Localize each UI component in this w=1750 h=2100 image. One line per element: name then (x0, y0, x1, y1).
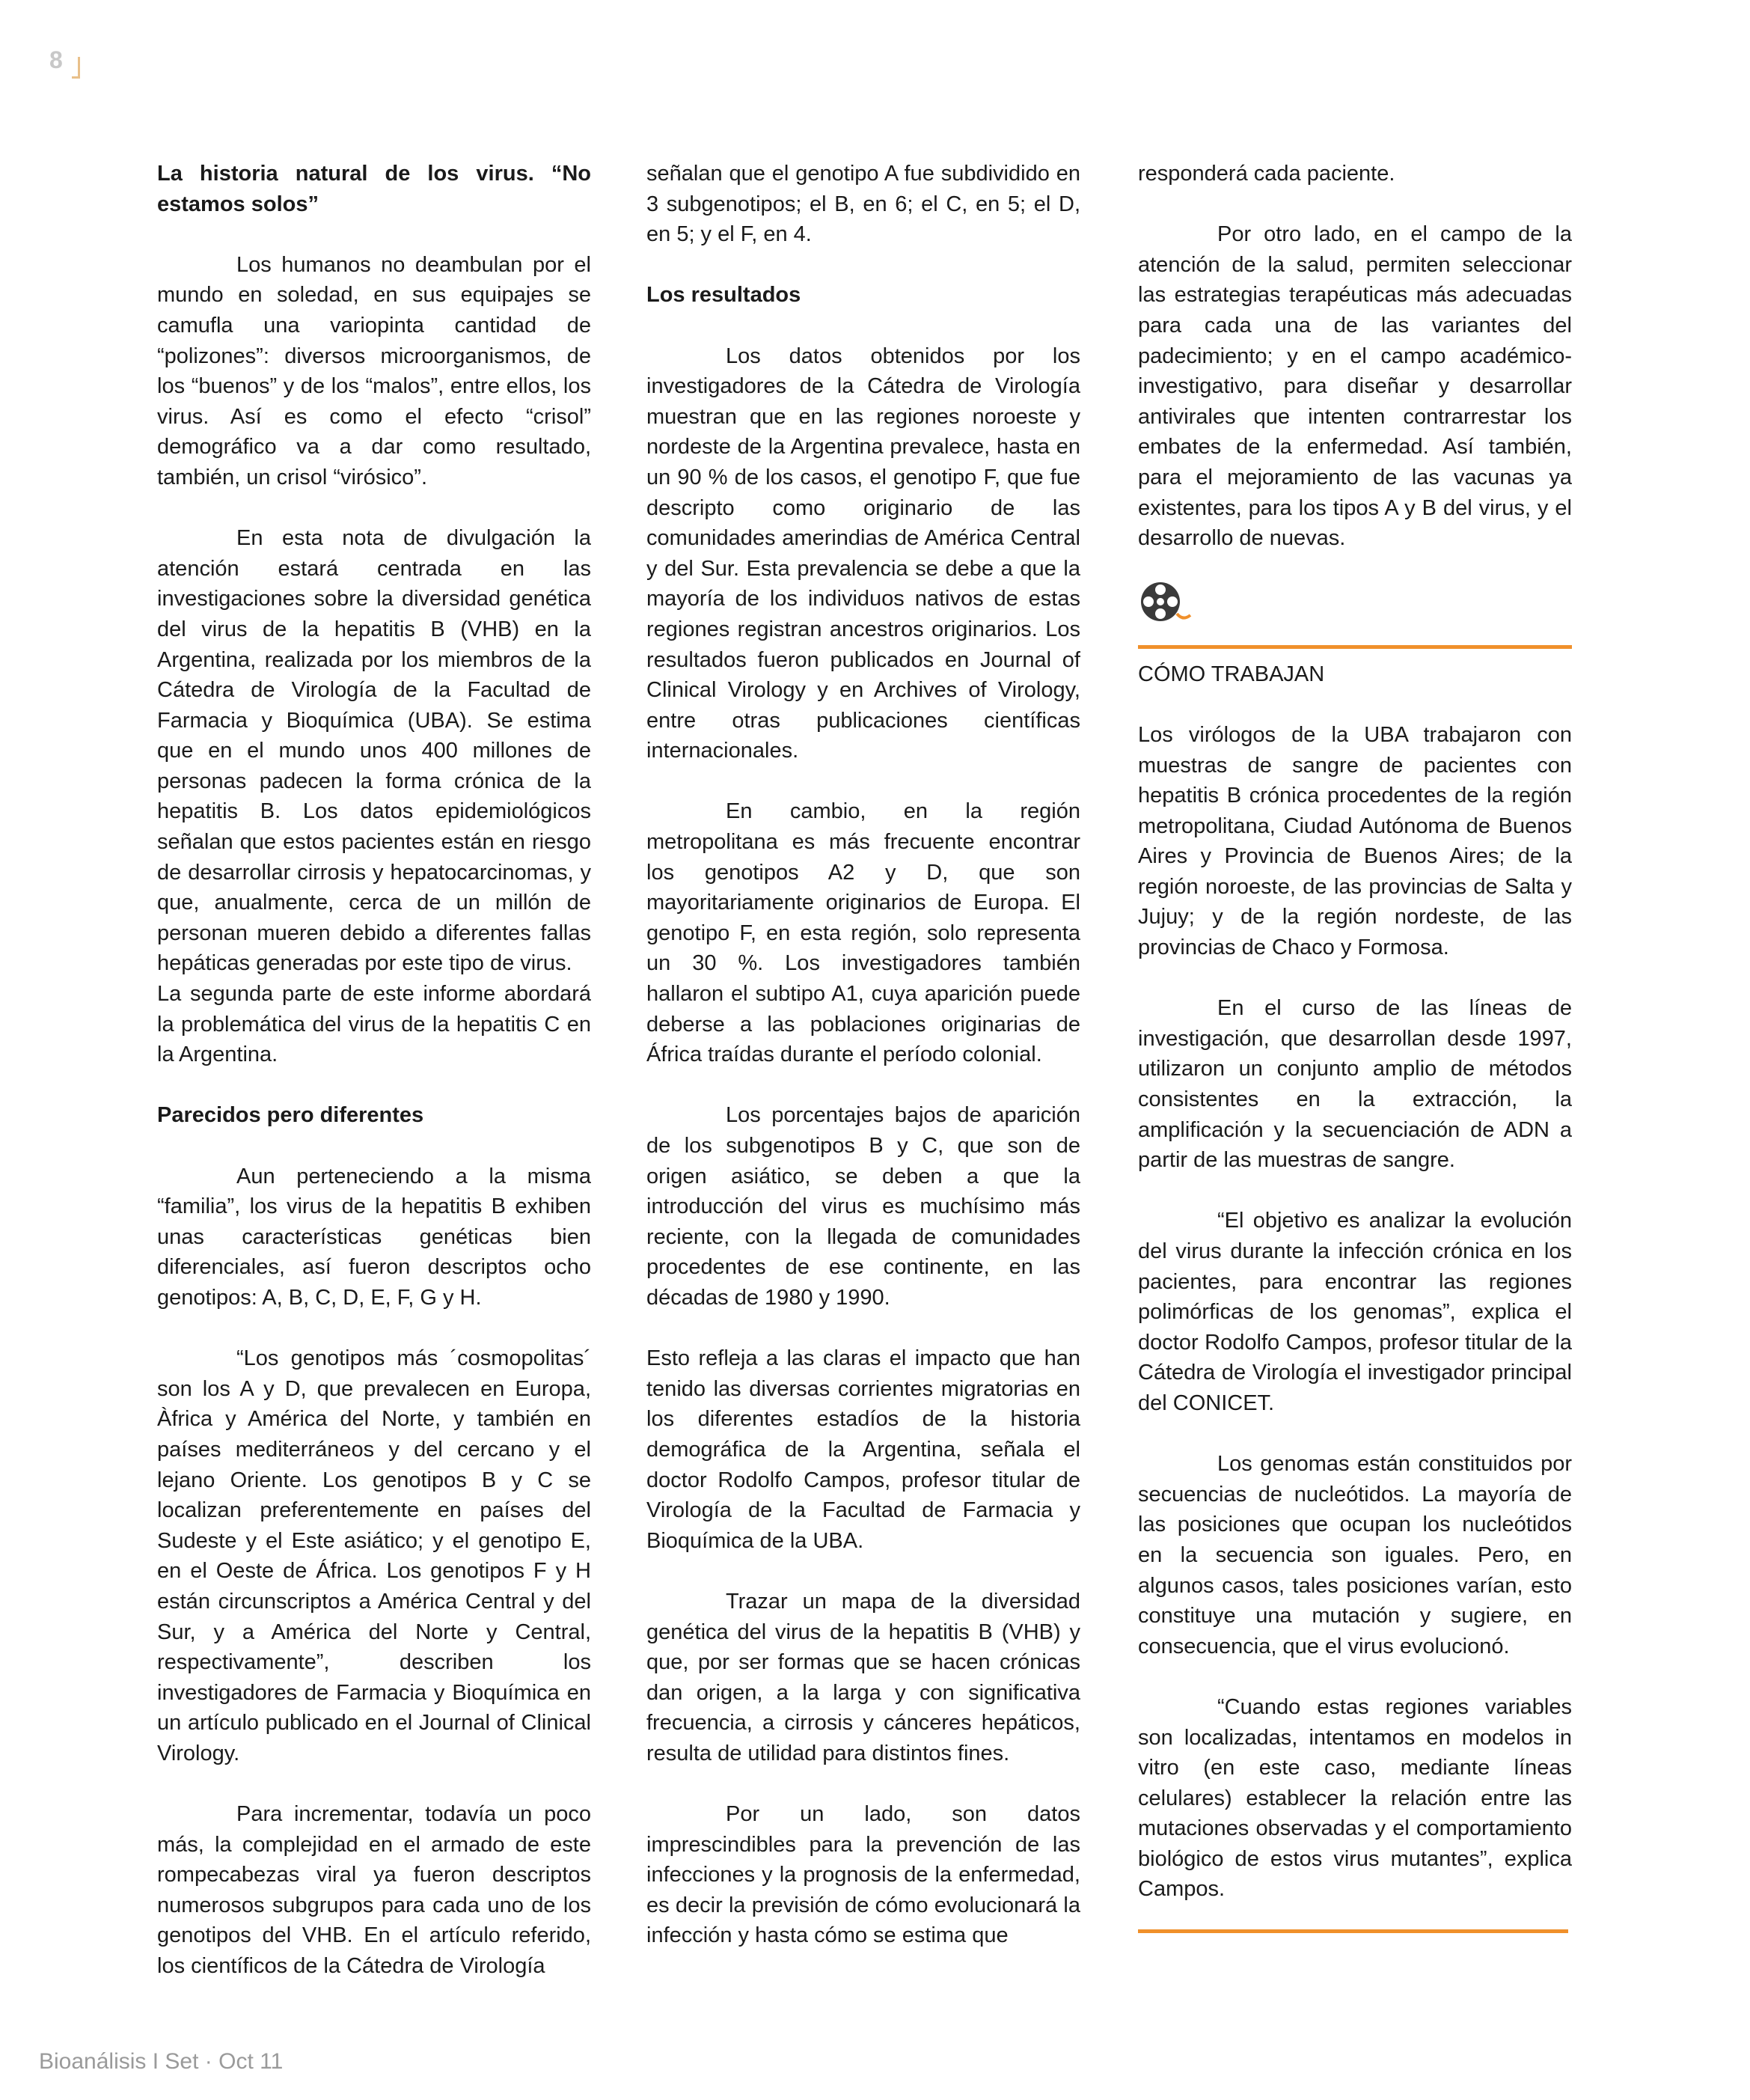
paragraph: Los genomas están constituidos por secuencias de nucleótidos. La mayoría de las posiciones que ocupan los nucleótidos en la secuencia son iguales. Pero, en algunos casos, tales posiciones varían, esto constituye una mutación y sugiere, en consecuencia, que el virus evolucionó. (1138, 1452, 1572, 1658)
paragraph: “Los genotipos más ´cosmopolitas´ son los A y D, que prevalecen en Europa, Àfrica y América del Norte, y también en países mediterráneos y del cercano y el lejano Oriente. Los genotipos B y C se localizan preferentemente en países del Sudeste y el Este asiático; y el genotipo E, en el Oeste de África. Los genotipos F y H están circunscriptos a América Central y del Sur, y a América del Norte y Central, respectivamente”, describen los investigadores de Farmacia y Bioquímica en un artículo publicado en el Journal of Clinical Virology. (157, 1346, 591, 1765)
article-title: La historia natural de los virus. “No estamos solos” (157, 162, 591, 216)
box-title: CÓMO TRABAJAN (1138, 662, 1325, 686)
paragraph: Por otro lado, en el campo de la atención de la salud, permiten seleccionar las estrategias terapéuticas más adecuadas para cada una de las variantes del padecimiento; y en el campo académico-investigativo, para diseñar y desarrollar antivirales que intenten contrarrestar los embates de la enfermedad. Así también, para el mejoramiento de las vacunas ya existentes, para los tipos A y B del virus, y el desarrollo de nuevas. (1138, 222, 1572, 551)
paragraph: La segunda parte de este informe abordará la problemática del virus de la hepatitis C en la Argentina. (157, 982, 591, 1067)
paragraph: “Cuando estas regiones variables son localizadas, intentamos en modelos in vitro (en este caso, mediante líneas celulares) establecer la relación entre las mutaciones observadas y el comportamiento biológico de estos virus mutantes”, explica Campos. (1138, 1694, 1572, 1902)
sidebar-icon-area (1138, 576, 1572, 629)
paragraph: Para incrementar, todavía un poco más, la complejidad en el armado de este rompecabezas viral ya fueron descriptos numerosos subgrupos para cada uno de los genotipos del VHB. En el artículo referido, los científicos de la Cátedra de Virología (157, 1802, 591, 1979)
paragraph: Esto refleja a las claras el impacto que han tenido las diversas corrientes migratorias en los diferentes estadíos de la historia demográfica de la Argentina, señala el doctor Rodolfo Campos, profesor titular de Virología de la Facultad de Farmacia y Bioquímica de la UBA. (646, 1346, 1080, 1553)
paragraph: señalan que el genotipo A fue subdividido en 3 subgenotipos; el B, en 6; el C, en 5; el D, en 5; y el F, en 4. (646, 162, 1080, 247)
column-2 (646, 159, 1080, 1951)
paragraph: Los datos obtenidos por los investigadores de la Cátedra de Virología muestran que en las regiones noroeste y nordeste de la Argentina prevalece, hasta en un 90 % de los casos, el genotipo F, que fue descripto como originario de las comunidades amerindias de América Central y del Sur. Esta prevalencia se debe a que la mayoría de los individuos nativos de estas regiones registran ancestros originarios. Los resultados fueron publicados en Journal of Clinical Virology y en Archives of Virology, entre otras publicaciones científicas internacionales. (646, 344, 1080, 763)
paragraph: Los humanos no deambulan por el mundo en soledad, en sus equipajes se camufla una variopinta cantidad de “polizones”: diversos microorganismos, de los “buenos” y de los “malos”, entre ellos, los virus. Así es como el efecto “crisol” demográfico va a dar como resultado, también, un crisol “virósico”. (157, 252, 591, 489)
paragraph: En el curso de las líneas de investigación, que desarrollan desde 1997, utilizaron un conjunto amplio de métodos consistentes en la extracción, la amplificación y la secuenciación de ADN a partir de las muestras de sangre. (1138, 996, 1572, 1173)
paragraph: Aun perteneciendo a la misma “familia”, los virus de la hepatitis B exhiben unas características genéticas bien diferenciales, así fueron descriptos ocho genotipos: A, B, C, D, E, F, G y H. (157, 1164, 591, 1310)
column-3 (1138, 159, 1572, 1933)
paragraph: En cambio, en la región metropolitana es más frecuente encontrar los genotipos A2 y D, que son mayoritariamente originarios de Europa. El genotipo F, en esta región, solo representa un 30 %. Los investigadores también hallaron el subtipo A1, cuya aparición puede deberse a las poblaciones originarias de África traídas durante el período colonial. (646, 799, 1080, 1067)
paragraph: Los virólogos de la UBA trabajaron con muestras de sangre de pacientes con hepatitis B crónica procedentes de la región metropolitana, Ciudad Autónoma de Buenos Aires y Provincia de Buenos Aires; de la región noroeste, de las provincias de Salta y Jujuy; y de la región nordeste, de las provincias de Chaco y Formosa. (1138, 722, 1572, 960)
film-reel-icon (1138, 576, 1198, 629)
page-number: 8 (49, 46, 63, 73)
column-1 (157, 159, 591, 1982)
paragraph: Por un lado, son datos imprescindibles para la prevención de las infecciones y la prognosis de la enfermedad, es decir la previsión de cómo evolucionará la infección y hasta cómo se estima que (646, 1802, 1080, 1948)
box-top-rule (1138, 645, 1572, 649)
paragraph: Trazar un mapa de la diversidad genética del virus de la hepatitis B (VHB) y que, por ser formas que se hacen crónicas dan origen, a la larga y con significativa frecuencia, a cirrosis y cánceres hepáticos, resulta de utilidad para distintos fines. (646, 1589, 1080, 1765)
footer: Bioanálisis I Set · Oct 11 (39, 2049, 284, 2074)
box-bottom-rule (1138, 1929, 1568, 1933)
paragraph: “El objetivo es analizar la evolución del virus durante la infección crónica en los pacientes, para encontrar las regiones polimórficas de los genomas”, explica el doctor Rodolfo Campos, profesor titular de la Cátedra de Virología el investigador principal del CONICET. (1138, 1209, 1572, 1415)
paragraph: En esta nota de divulgación la atención estará centrada en las investigaciones sobre la diversidad genética del virus de la hepatitis B (VHB) en la Argentina, realizada por los miembros de la Cátedra de Virología de la Facultad de Farmacia y Bioquímica (UBA). Se estima que en el mundo unos 400 millones de personas padecen la forma crónica de la hepatitis B. Los datos epidemiológicos señalan que estos pacientes están en riesgo de desarrollar cirrosis y hepatocarcinomas, y que, anualmente, cerca de un millón de personan mueren debido a diferentes fallas hepáticas generadas por este tipo de virus. (157, 526, 591, 976)
section-heading: Parecidos pero diferentes (157, 1103, 424, 1128)
page-number-corner-mark (72, 57, 80, 79)
paragraph: responderá cada paciente. (1138, 162, 1395, 186)
section-heading: Los resultados (646, 283, 801, 308)
paragraph: Los porcentajes bajos de aparición de los subgenotipos B y C, que son de origen asiático, se deben a que la introducción del virus es muchísimo más reciente, con la llegada de comunidades procedentes de ese continente, en las décadas de 1980 y 1990. (646, 1103, 1080, 1310)
